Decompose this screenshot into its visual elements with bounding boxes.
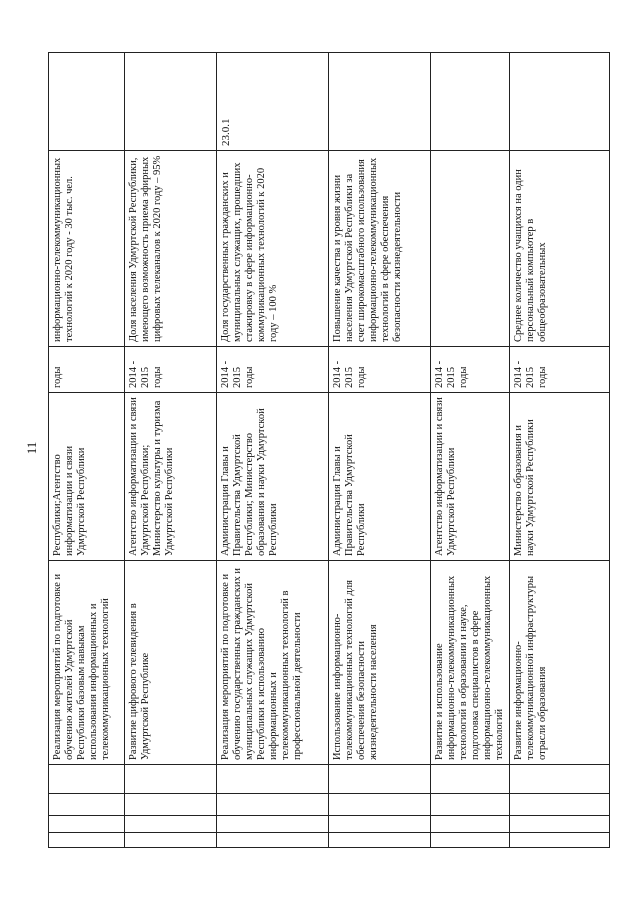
cell-indicator xyxy=(510,53,610,151)
code-cell xyxy=(125,765,217,794)
cell-executor: Администрация Главы и Правительства Удмуртской Республики xyxy=(329,393,431,561)
cell-executor: Агентство информатизации и связи Удмуртской Республики xyxy=(431,393,510,561)
cell-indicator: 23.0.1 xyxy=(217,53,329,151)
code-cell xyxy=(510,833,610,848)
code-cell xyxy=(217,833,329,848)
cell-name: Реализация мероприятий по подготовке и обучению жителей Удмуртской Республики базовым навыкам использования информационных и телекоммуникационных технологий xyxy=(49,561,125,765)
program-measures-table xyxy=(48,52,610,848)
code-cell xyxy=(329,833,431,848)
cell-result: Доля населения Удмуртской Республики, имеющего возможность приема эфирных цифровых телеканалов к 2020 году – 95% xyxy=(125,151,217,347)
cell-indicator xyxy=(329,53,431,151)
code-cell xyxy=(125,794,217,816)
page-number: 11 xyxy=(24,441,39,455)
code-cell xyxy=(431,765,510,794)
cell-executor: Администрация Главы и Правительства Удмуртской Республики; Министерство образования и науки Удмуртской Республики xyxy=(217,393,329,561)
cell-period: 2014 - 2015 годы xyxy=(217,347,329,393)
code-cell xyxy=(431,816,510,833)
code-cell xyxy=(49,765,125,794)
cell-executor: Республики;Агентство информатизации и связи Удмуртской Республики xyxy=(49,393,125,561)
code-cell xyxy=(125,833,217,848)
cell-executor: Агентство информатизации и связи Удмуртской Республики; Министерство культуры и туризма Удмуртской Республики xyxy=(125,393,217,561)
code-cell xyxy=(510,794,610,816)
cell-result: информационно-телекоммуникационных технологий к 2020 году - 30 тыс. чел. xyxy=(49,151,125,347)
cell-name: Развитие и использование информационно-телекоммуникационных технологий в образовании и науке, подготовка специалистов в сфере информационно-телекоммуникационных технологий xyxy=(431,561,510,765)
cell-name: Использование информационно-телекоммуникационных технологий для обеспечения безопасности жизнедеятельности населения xyxy=(329,561,431,765)
table-row xyxy=(329,53,431,848)
table-row xyxy=(431,53,510,848)
cell-period: 2014 - 2015 годы xyxy=(329,347,431,393)
code-cell xyxy=(329,765,431,794)
code-cell xyxy=(431,794,510,816)
cell-result: Доля государственных гражданских и муниципальных служащих, прошедших стажировку в сфере информационно-коммуникационных технологий к 2020 году – 100 % xyxy=(217,151,329,347)
cell-result xyxy=(431,151,510,347)
rotated-page-content xyxy=(48,53,608,848)
cell-result: Повышение качества и уровня жизни населения Удмуртской Республики за счет широкомасштабного использования информационно-телекоммуникационных технологий в сфере обеспечения безопасности жизнедеятельности xyxy=(329,151,431,347)
cell-period: 2014 - 2015 годы xyxy=(125,347,217,393)
cell-executor: Министерство образования и науки Удмуртской Республики xyxy=(510,393,610,561)
cell-indicator xyxy=(49,53,125,151)
cell-period: 2014 - 2015 годы xyxy=(510,347,610,393)
code-cell xyxy=(510,816,610,833)
table-row xyxy=(125,53,217,848)
code-cell xyxy=(217,816,329,833)
cell-indicator xyxy=(125,53,217,151)
code-cell xyxy=(431,833,510,848)
code-cell xyxy=(217,765,329,794)
cell-indicator xyxy=(431,53,510,151)
cell-period: 2014 - 2015 годы xyxy=(431,347,510,393)
cell-name: Развитие цифрового телевидения в Удмуртской Республике xyxy=(125,561,217,765)
cell-name: Развитие информационно-телекоммуникационной инфраструктуры отрасли образования xyxy=(510,561,610,765)
code-cell xyxy=(49,833,125,848)
table-row xyxy=(217,53,329,848)
table-row xyxy=(49,53,125,848)
cell-name: Реализация мероприятий по подготовке и обучению государственных гражданских и муниципальных служащих Удмуртской Республики к использованию информационных и телекоммуникационных технологий в профессиональной деятельности xyxy=(217,561,329,765)
code-cell xyxy=(125,816,217,833)
cell-result: Среднее количество учащихся на один персональный компьютер в общеобразовательных xyxy=(510,151,610,347)
code-cell xyxy=(217,794,329,816)
code-cell xyxy=(329,816,431,833)
code-cell xyxy=(49,816,125,833)
code-cell xyxy=(49,794,125,816)
cell-period: годы xyxy=(49,347,125,393)
table-row xyxy=(510,53,610,848)
code-cell xyxy=(510,765,610,794)
code-cell xyxy=(329,794,431,816)
